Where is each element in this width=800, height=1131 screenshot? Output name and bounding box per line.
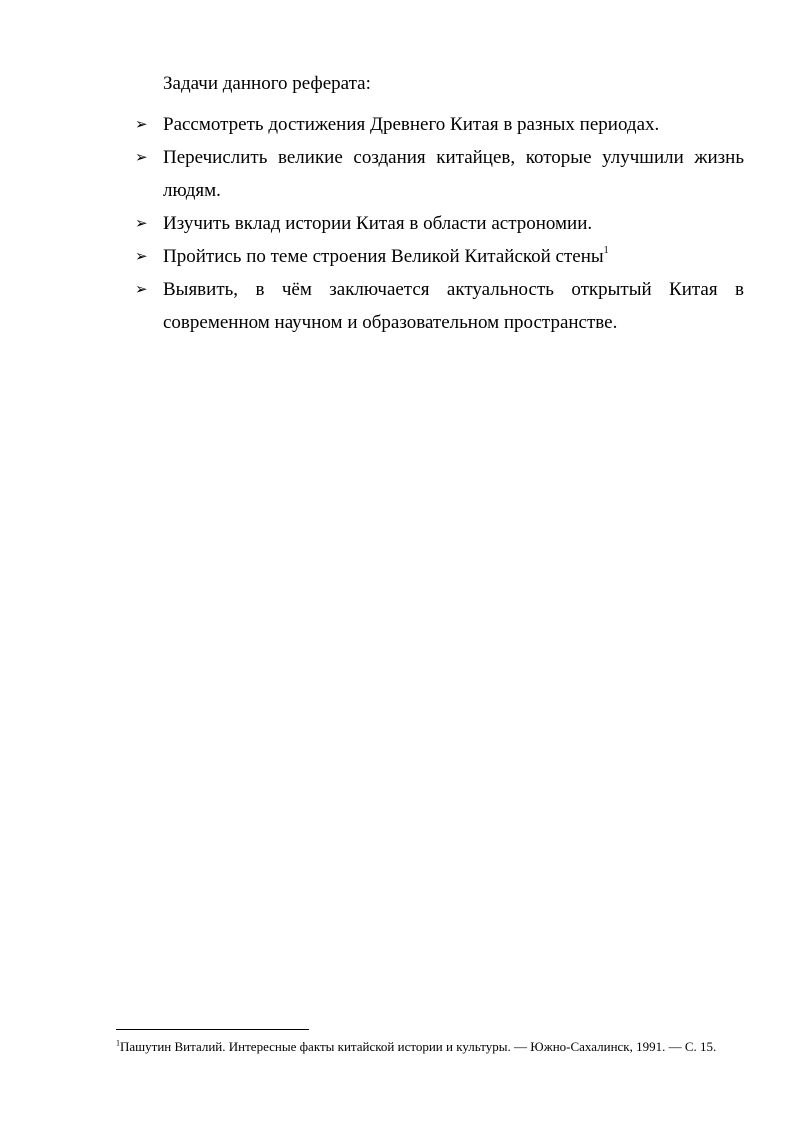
list-item xyxy=(135,108,744,141)
tasks-intro: Задачи данного реферата: xyxy=(163,73,371,94)
list-item-text: Рассмотреть достижения Древнего Китая в разных периодах. xyxy=(163,114,660,135)
list-item xyxy=(135,207,744,240)
footnote-text: Пашутин Виталий. Интересные факты китайской истории и культуры. — Южно-Сахалинск, 1991. — С. 15. xyxy=(120,1039,717,1054)
list-item-text: Перечислить великие создания китайцев, которые улучшили жизнь людям. xyxy=(163,147,744,201)
list-item xyxy=(135,240,744,273)
footnote xyxy=(116,1039,756,1055)
tasks-list xyxy=(135,108,744,339)
list-item-text: Пройтись по теме строения Великой Китайской стены xyxy=(163,246,604,267)
arrow-bullet-icon: ➢ xyxy=(135,115,148,133)
arrow-bullet-icon: ➢ xyxy=(135,214,148,232)
list-item xyxy=(135,141,744,207)
footnote-reference[interactable]: 1 xyxy=(603,244,609,256)
footnote-separator xyxy=(116,1029,309,1030)
list-item-text: Изучить вклад истории Китая в области астрономии. xyxy=(163,213,593,234)
footnote-number: 1 xyxy=(116,1038,120,1048)
arrow-bullet-icon: ➢ xyxy=(135,280,148,298)
arrow-bullet-icon: ➢ xyxy=(135,247,148,265)
list-item xyxy=(135,273,744,339)
list-item-text: Выявить, в чём заключается актуальность открытый Китая в современном научном и образовательном пространстве. xyxy=(163,279,744,333)
arrow-bullet-icon: ➢ xyxy=(135,148,148,166)
